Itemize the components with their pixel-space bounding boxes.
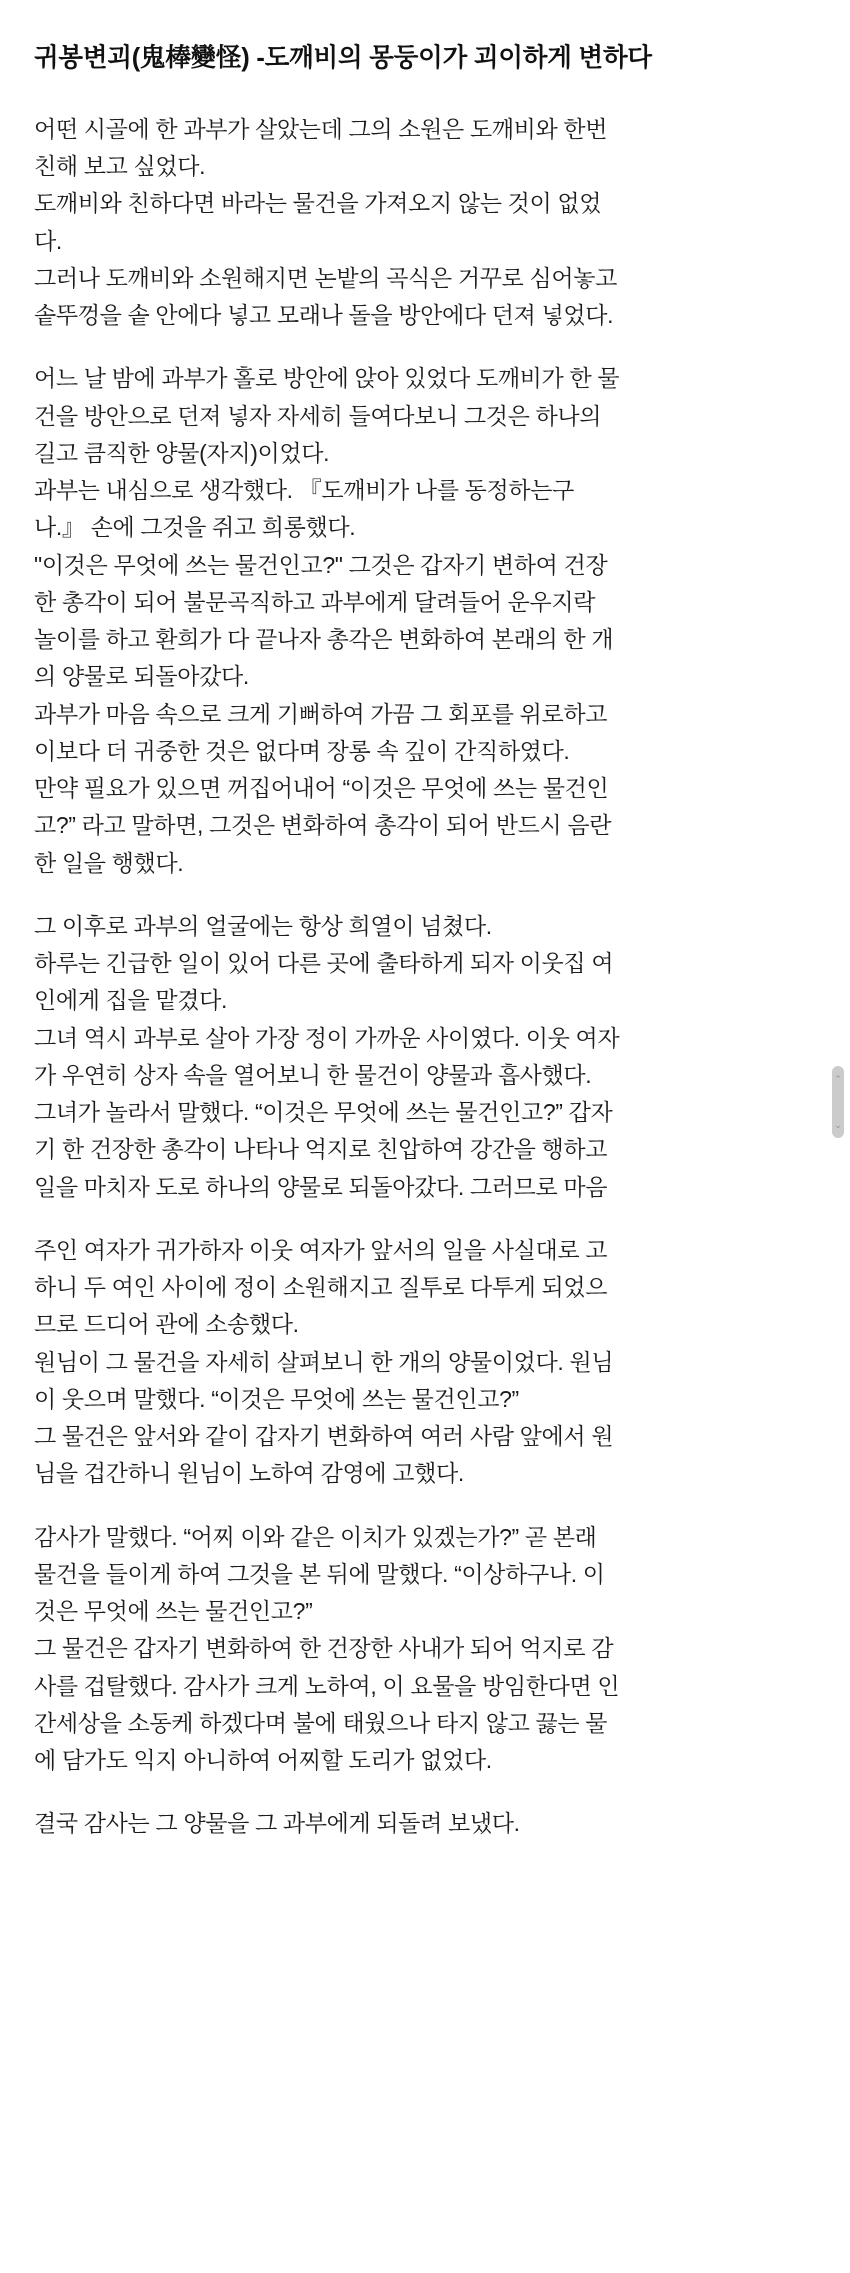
text-line: 건을 방안으로 던져 넣자 자세히 들여다보니 그것은 하나의 [34,402,602,429]
text-line: 그 이후로 과부의 얼굴에는 항상 희열이 넘쳤다. [34,912,492,939]
text-line: 기 한 건장한 총각이 나타나 억지로 친압하여 강간을 행하고 [34,1136,608,1163]
text-line: 그 물건은 갑자기 변화하여 한 건장한 사내가 되어 억지로 감 [34,1635,614,1662]
text-line: 그 물건은 앞서와 같이 갑자기 변화하여 여러 사람 앞에서 원 [34,1423,614,1450]
text-line: 그러나 도깨비와 소원해지면 논밭의 곡식은 거꾸로 심어놓고 [34,264,617,291]
text-line: 것은 무엇에 쓰는 물건인고?” [34,1598,313,1625]
text-line: 길고 큼직한 양물(자지)이었다. [34,439,330,466]
text-line: 이 웃으며 말했다. “이것은 무엇에 쓰는 물건인고?” [34,1385,519,1412]
paragraph-1 [34,111,816,335]
text-line: 주인 여자가 귀가하자 이웃 여자가 앞서의 일을 사실대로 고 [34,1236,608,1263]
text-line: 사를 겁탈했다. 감사가 크게 노하여, 이 요물을 방임한다면 인 [34,1672,620,1699]
text-line: 도깨비와 친하다면 바라는 물건을 가져오지 않는 것이 없었 [34,190,602,217]
text-line: 감사가 말했다. “어찌 이와 같은 이치가 있겠는가?” 곧 본래 [34,1523,597,1550]
paragraph-3 [34,908,816,1206]
text-line: 하루는 긴급한 일이 있어 다른 곳에 출타하게 되자 이웃집 여 [34,950,614,977]
text-line: 가 우연히 상자 속을 열어보니 한 물건이 양물과 흡사했다. [34,1061,592,1088]
scrollbar-thumb[interactable] [832,1066,844,1138]
text-line: "이것은 무엇에 쓰는 물건인고?" 그것은 갑자기 변하여 건장 [34,551,608,578]
text-line: 이보다 더 귀중한 것은 없다며 장롱 속 깊이 간직하였다. [34,737,570,764]
text-line: 한 총각이 되어 불문곡직하고 과부에게 달려들어 운우지락 [34,588,596,615]
text-line: 놀이를 하고 환희가 다 끝나자 총각은 변화하여 본래의 한 개 [34,626,614,653]
scrollbar-track[interactable] [835,0,847,2273]
text-line: 의 양물로 되돌아갔다. [34,663,249,690]
chevron-up-icon[interactable]: ⌃ [834,1074,842,1084]
paragraph-5 [34,1519,816,1780]
text-line: 간세상을 소동케 하겠다며 불에 태웠으나 타지 않고 끓는 물 [34,1709,608,1736]
text-line: 결국 감사는 그 양물을 그 과부에게 되돌려 보냈다. [34,1810,520,1837]
text-line: 일을 마치자 도로 하나의 양물로 되돌아갔다. 그러므로 마음 [34,1173,608,1200]
page-title: 귀봉변괴(鬼棒變怪) -도깨비의 몽둥이가 괴이하게 변하다 [34,44,652,72]
text-line: 고?” 라고 말하면, 그것은 변화하여 총각이 되어 반드시 음란 [34,812,612,839]
chevron-down-icon[interactable]: ⌄ [834,1120,842,1130]
text-line: 어떤 시골에 한 과부가 살았는데 그의 소원은 도깨비와 한번 [34,115,608,142]
paragraph-6 [34,1805,816,1842]
text-line: 다. [34,227,62,254]
text-line: 에 담가도 익지 아니하여 어찌할 도리가 없었다. [34,1747,492,1774]
text-line: 인에게 집을 맡겼다. [34,987,228,1014]
text-line: 므로 드디어 관에 소송했다. [34,1311,299,1338]
text-line: 과부는 내심으로 생각했다. 『도깨비가 나를 동정하는구 [34,477,574,504]
text-line: 그녀가 놀라서 말했다. “이것은 무엇에 쓰는 물건인고?” 갑자 [34,1099,613,1126]
text-line: 한 일을 행했다. [34,849,184,876]
paragraph-2 [34,360,816,882]
document-body [34,111,816,1843]
text-line: 친해 보고 싶었다. [34,153,206,180]
text-line: 나.』 손에 그것을 쥐고 희롱했다. [34,514,356,541]
text-line: 그녀 역시 과부로 살아 가장 정이 가까운 사이였다. 이웃 여자 [34,1024,620,1051]
paragraph-4 [34,1232,816,1493]
text-line: 원님이 그 물건을 자세히 살펴보니 한 개의 양물이었다. 원님 [34,1348,614,1375]
text-line: 물건을 들이게 하여 그것을 본 뒤에 말했다. “이상하구나. 이 [34,1560,605,1587]
text-line: 솥뚜껑을 솥 안에다 넣고 모래나 돌을 방안에다 던져 넣었다. [34,302,614,329]
text-line: 하니 두 여인 사이에 정이 소원해지고 질투로 다투게 되었으 [34,1274,608,1301]
text-line: 어느 날 밤에 과부가 홀로 방안에 앉아 있었다 도깨비가 한 물 [34,365,620,392]
text-line: 님을 겁간하니 원님이 노하여 감영에 고했다. [34,1460,464,1487]
text-line: 과부가 마음 속으로 크게 기뻐하여 가끔 그 회포를 위로하고 [34,700,608,727]
text-line: 만약 필요가 있으면 꺼집어내어 “이것은 무엇에 쓰는 물건인 [34,775,609,802]
